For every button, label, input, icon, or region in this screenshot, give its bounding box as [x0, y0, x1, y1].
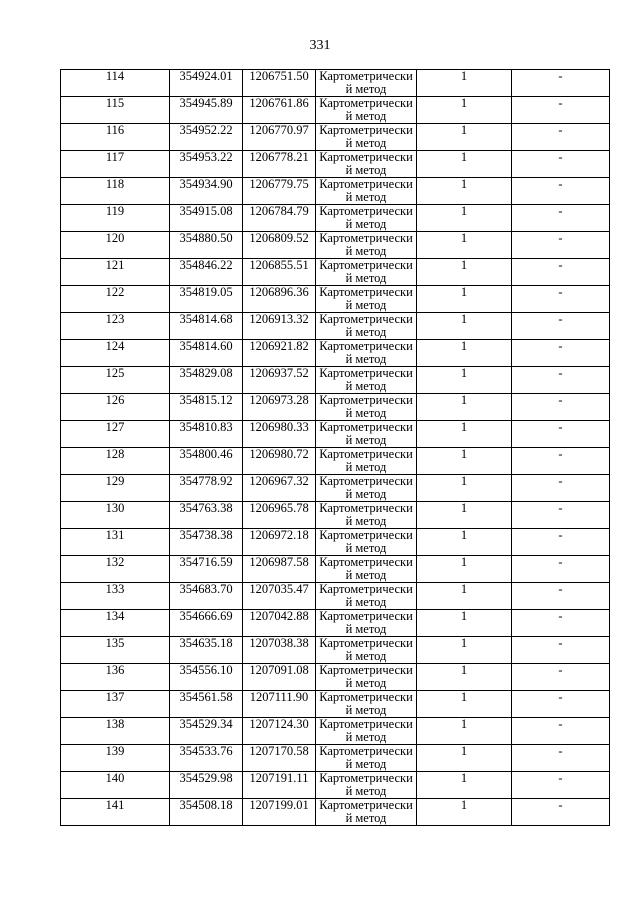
x-coordinate-cell: 354945.89 [170, 97, 243, 124]
method-line-2: й метод [345, 783, 387, 798]
y-coordinate-cell: 1206980.72 [243, 448, 316, 475]
x-coordinate-cell: 354915.08 [170, 205, 243, 232]
method-line-1: Картометрически [319, 393, 413, 407]
x-coordinate-cell: 354934.90 [170, 178, 243, 205]
accuracy-cell: 1 [417, 205, 512, 232]
method-line-1: Картометрически [319, 204, 413, 218]
method-cell [316, 583, 417, 610]
method-line-2: й метод [345, 513, 387, 528]
table-row [61, 502, 610, 529]
x-coordinate-cell: 354814.60 [170, 340, 243, 367]
y-coordinate-cell: 1207170.58 [243, 745, 316, 772]
method-cell [316, 205, 417, 232]
description-cell: - [512, 745, 610, 772]
description-cell: - [512, 232, 610, 259]
accuracy-cell: 1 [417, 124, 512, 151]
method-line-1: Картометрически [319, 123, 413, 137]
accuracy-cell: 1 [417, 97, 512, 124]
table-row [61, 637, 610, 664]
method-line-2: й метод [345, 324, 387, 339]
method-line-2: й метод [345, 540, 387, 555]
point-number-cell: 123 [61, 313, 170, 340]
method-line-1: Картометрически [319, 690, 413, 704]
description-cell: - [512, 178, 610, 205]
accuracy-cell: 1 [417, 664, 512, 691]
method-cell [316, 448, 417, 475]
method-cell [316, 124, 417, 151]
method-line-2: й метод [345, 459, 387, 474]
point-number-cell: 118 [61, 178, 170, 205]
method-line-2: й метод [345, 648, 387, 663]
point-number-cell: 138 [61, 718, 170, 745]
point-number-cell: 140 [61, 772, 170, 799]
table-row [61, 799, 610, 826]
table-row [61, 259, 610, 286]
point-number-cell: 129 [61, 475, 170, 502]
x-coordinate-cell: 354529.34 [170, 718, 243, 745]
point-number-cell: 141 [61, 799, 170, 826]
method-cell [316, 772, 417, 799]
method-line-1: Картометрически [319, 771, 413, 785]
method-line-2: й метод [345, 702, 387, 717]
y-coordinate-cell: 1206980.33 [243, 421, 316, 448]
method-line-2: й метод [345, 675, 387, 690]
accuracy-cell: 1 [417, 394, 512, 421]
accuracy-cell: 1 [417, 178, 512, 205]
point-number-cell: 128 [61, 448, 170, 475]
table-row [61, 745, 610, 772]
y-coordinate-cell: 1207111.90 [243, 691, 316, 718]
method-line-2: й метод [345, 621, 387, 636]
x-coordinate-cell: 354635.18 [170, 637, 243, 664]
y-coordinate-cell: 1206913.32 [243, 313, 316, 340]
method-cell [316, 232, 417, 259]
accuracy-cell: 1 [417, 232, 512, 259]
method-cell [316, 340, 417, 367]
point-number-cell: 139 [61, 745, 170, 772]
method-line-2: й метод [345, 297, 387, 312]
accuracy-cell: 1 [417, 313, 512, 340]
y-coordinate-cell: 1206770.97 [243, 124, 316, 151]
method-line-2: й метод [345, 810, 387, 825]
table-row [61, 394, 610, 421]
method-cell [316, 367, 417, 394]
description-cell: - [512, 610, 610, 637]
y-coordinate-cell: 1206965.78 [243, 502, 316, 529]
method-line-2: й метод [345, 135, 387, 150]
point-number-cell: 121 [61, 259, 170, 286]
table-row [61, 151, 610, 178]
y-coordinate-cell: 1207038.38 [243, 637, 316, 664]
point-number-cell: 132 [61, 556, 170, 583]
point-number-cell: 119 [61, 205, 170, 232]
method-cell [316, 502, 417, 529]
point-number-cell: 136 [61, 664, 170, 691]
method-cell [316, 151, 417, 178]
accuracy-cell: 1 [417, 637, 512, 664]
y-coordinate-cell: 1207035.47 [243, 583, 316, 610]
method-line-2: й метод [345, 108, 387, 123]
accuracy-cell: 1 [417, 529, 512, 556]
method-cell [316, 799, 417, 826]
accuracy-cell: 1 [417, 610, 512, 637]
method-line-1: Картометрически [319, 798, 413, 812]
method-line-2: й метод [345, 756, 387, 771]
method-line-1: Картометрически [319, 366, 413, 380]
coordinates-table-body [61, 70, 610, 826]
description-cell: - [512, 151, 610, 178]
method-cell [316, 70, 417, 97]
description-cell: - [512, 313, 610, 340]
table-row [61, 340, 610, 367]
x-coordinate-cell: 354800.46 [170, 448, 243, 475]
method-cell [316, 421, 417, 448]
method-cell [316, 556, 417, 583]
method-line-2: й метод [345, 486, 387, 501]
method-line-1: Картометрически [319, 420, 413, 434]
description-cell: - [512, 718, 610, 745]
point-number-cell: 135 [61, 637, 170, 664]
description-cell: - [512, 70, 610, 97]
method-line-1: Картометрически [319, 609, 413, 623]
table-row [61, 232, 610, 259]
accuracy-cell: 1 [417, 421, 512, 448]
method-line-2: й метод [345, 189, 387, 204]
point-number-cell: 114 [61, 70, 170, 97]
table-row [61, 718, 610, 745]
method-line-2: й метод [345, 216, 387, 231]
method-line-1: Картометрически [319, 96, 413, 110]
accuracy-cell: 1 [417, 502, 512, 529]
y-coordinate-cell: 1207199.01 [243, 799, 316, 826]
accuracy-cell: 1 [417, 151, 512, 178]
method-line-2: й метод [345, 405, 387, 420]
y-coordinate-cell: 1207042.88 [243, 610, 316, 637]
method-line-2: й метод [345, 378, 387, 393]
y-coordinate-cell: 1206809.52 [243, 232, 316, 259]
table-row [61, 610, 610, 637]
table-row [61, 664, 610, 691]
description-cell: - [512, 772, 610, 799]
accuracy-cell: 1 [417, 583, 512, 610]
method-line-1: Картометрически [319, 717, 413, 731]
description-cell: - [512, 637, 610, 664]
point-number-cell: 117 [61, 151, 170, 178]
method-line-2: й метод [345, 243, 387, 258]
method-cell [316, 394, 417, 421]
y-coordinate-cell: 1206778.21 [243, 151, 316, 178]
description-cell: - [512, 475, 610, 502]
x-coordinate-cell: 354778.92 [170, 475, 243, 502]
method-cell [316, 637, 417, 664]
method-line-2: й метод [345, 351, 387, 366]
method-line-1: Картометрически [319, 285, 413, 299]
method-line-1: Картометрически [319, 231, 413, 245]
x-coordinate-cell: 354763.38 [170, 502, 243, 529]
y-coordinate-cell: 1207091.08 [243, 664, 316, 691]
table-row [61, 70, 610, 97]
x-coordinate-cell: 354533.76 [170, 745, 243, 772]
method-line-1: Картометрически [319, 339, 413, 353]
point-number-cell: 133 [61, 583, 170, 610]
method-line-2: й метод [345, 81, 387, 96]
point-number-cell: 116 [61, 124, 170, 151]
method-line-1: Картометрически [319, 258, 413, 272]
y-coordinate-cell: 1206967.32 [243, 475, 316, 502]
table-row [61, 421, 610, 448]
method-cell [316, 178, 417, 205]
method-line-1: Картометрически [319, 555, 413, 569]
y-coordinate-cell: 1206973.28 [243, 394, 316, 421]
method-line-1: Картометрически [319, 582, 413, 596]
table-row [61, 124, 610, 151]
x-coordinate-cell: 354810.83 [170, 421, 243, 448]
point-number-cell: 134 [61, 610, 170, 637]
accuracy-cell: 1 [417, 745, 512, 772]
method-line-1: Картометрически [319, 501, 413, 515]
accuracy-cell: 1 [417, 70, 512, 97]
description-cell: - [512, 448, 610, 475]
method-cell [316, 718, 417, 745]
y-coordinate-cell: 1207191.11 [243, 772, 316, 799]
x-coordinate-cell: 354814.68 [170, 313, 243, 340]
description-cell: - [512, 556, 610, 583]
description-cell: - [512, 124, 610, 151]
point-number-cell: 125 [61, 367, 170, 394]
table-row [61, 97, 610, 124]
y-coordinate-cell: 1206921.82 [243, 340, 316, 367]
y-coordinate-cell: 1206761.86 [243, 97, 316, 124]
x-coordinate-cell: 354880.50 [170, 232, 243, 259]
y-coordinate-cell: 1206779.75 [243, 178, 316, 205]
method-cell [316, 259, 417, 286]
description-cell: - [512, 691, 610, 718]
table-row [61, 556, 610, 583]
table-row [61, 691, 610, 718]
method-line-1: Картометрически [319, 447, 413, 461]
description-cell: - [512, 259, 610, 286]
accuracy-cell: 1 [417, 448, 512, 475]
y-coordinate-cell: 1206784.79 [243, 205, 316, 232]
y-coordinate-cell: 1206972.18 [243, 529, 316, 556]
y-coordinate-cell: 1206987.58 [243, 556, 316, 583]
point-number-cell: 124 [61, 340, 170, 367]
x-coordinate-cell: 354738.38 [170, 529, 243, 556]
x-coordinate-cell: 354815.12 [170, 394, 243, 421]
table-row [61, 475, 610, 502]
point-number-cell: 126 [61, 394, 170, 421]
x-coordinate-cell: 354829.08 [170, 367, 243, 394]
point-number-cell: 137 [61, 691, 170, 718]
x-coordinate-cell: 354529.98 [170, 772, 243, 799]
method-line-2: й метод [345, 270, 387, 285]
description-cell: - [512, 529, 610, 556]
x-coordinate-cell: 354819.05 [170, 286, 243, 313]
table-row [61, 583, 610, 610]
accuracy-cell: 1 [417, 475, 512, 502]
method-cell [316, 475, 417, 502]
accuracy-cell: 1 [417, 556, 512, 583]
x-coordinate-cell: 354508.18 [170, 799, 243, 826]
accuracy-cell: 1 [417, 367, 512, 394]
description-cell: - [512, 583, 610, 610]
method-cell [316, 610, 417, 637]
method-line-1: Картометрически [319, 528, 413, 542]
x-coordinate-cell: 354561.58 [170, 691, 243, 718]
accuracy-cell: 1 [417, 799, 512, 826]
coordinates-table [60, 69, 610, 826]
point-number-cell: 130 [61, 502, 170, 529]
description-cell: - [512, 394, 610, 421]
method-cell [316, 745, 417, 772]
accuracy-cell: 1 [417, 772, 512, 799]
description-cell: - [512, 205, 610, 232]
method-line-1: Картометрически [319, 312, 413, 326]
method-line-2: й метод [345, 594, 387, 609]
description-cell: - [512, 367, 610, 394]
point-number-cell: 120 [61, 232, 170, 259]
accuracy-cell: 1 [417, 340, 512, 367]
method-cell [316, 286, 417, 313]
point-number-cell: 127 [61, 421, 170, 448]
table-row [61, 448, 610, 475]
description-cell: - [512, 421, 610, 448]
method-line-1: Картометрически [319, 177, 413, 191]
y-coordinate-cell: 1206751.50 [243, 70, 316, 97]
method-line-1: Картометрически [319, 636, 413, 650]
y-coordinate-cell: 1206937.52 [243, 367, 316, 394]
accuracy-cell: 1 [417, 718, 512, 745]
description-cell: - [512, 664, 610, 691]
table-row [61, 286, 610, 313]
method-line-1: Картометрически [319, 474, 413, 488]
x-coordinate-cell: 354846.22 [170, 259, 243, 286]
method-line-2: й метод [345, 432, 387, 447]
method-line-2: й метод [345, 567, 387, 582]
x-coordinate-cell: 354716.59 [170, 556, 243, 583]
x-coordinate-cell: 354952.22 [170, 124, 243, 151]
x-coordinate-cell: 354953.22 [170, 151, 243, 178]
description-cell: - [512, 286, 610, 313]
description-cell: - [512, 340, 610, 367]
description-cell: - [512, 502, 610, 529]
method-cell [316, 97, 417, 124]
y-coordinate-cell: 1207124.30 [243, 718, 316, 745]
table-row [61, 772, 610, 799]
method-cell [316, 529, 417, 556]
accuracy-cell: 1 [417, 259, 512, 286]
table-row [61, 367, 610, 394]
point-number-cell: 131 [61, 529, 170, 556]
accuracy-cell: 1 [417, 691, 512, 718]
method-line-1: Картометрически [319, 150, 413, 164]
method-cell [316, 313, 417, 340]
method-line-2: й метод [345, 162, 387, 177]
page-number: 331 [309, 38, 331, 53]
table-row [61, 178, 610, 205]
x-coordinate-cell: 354683.70 [170, 583, 243, 610]
description-cell: - [512, 799, 610, 826]
x-coordinate-cell: 354556.10 [170, 664, 243, 691]
method-cell [316, 691, 417, 718]
y-coordinate-cell: 1206855.51 [243, 259, 316, 286]
y-coordinate-cell: 1206896.36 [243, 286, 316, 313]
x-coordinate-cell: 354924.01 [170, 70, 243, 97]
table-row [61, 529, 610, 556]
x-coordinate-cell: 354666.69 [170, 610, 243, 637]
accuracy-cell: 1 [417, 286, 512, 313]
point-number-cell: 115 [61, 97, 170, 124]
method-cell [316, 664, 417, 691]
method-line-2: й метод [345, 729, 387, 744]
table-row [61, 205, 610, 232]
method-line-1: Картометрически [319, 744, 413, 758]
table-row [61, 313, 610, 340]
description-cell: - [512, 97, 610, 124]
method-line-1: Картометрически [319, 69, 413, 83]
method-line-1: Картометрически [319, 663, 413, 677]
point-number-cell: 122 [61, 286, 170, 313]
